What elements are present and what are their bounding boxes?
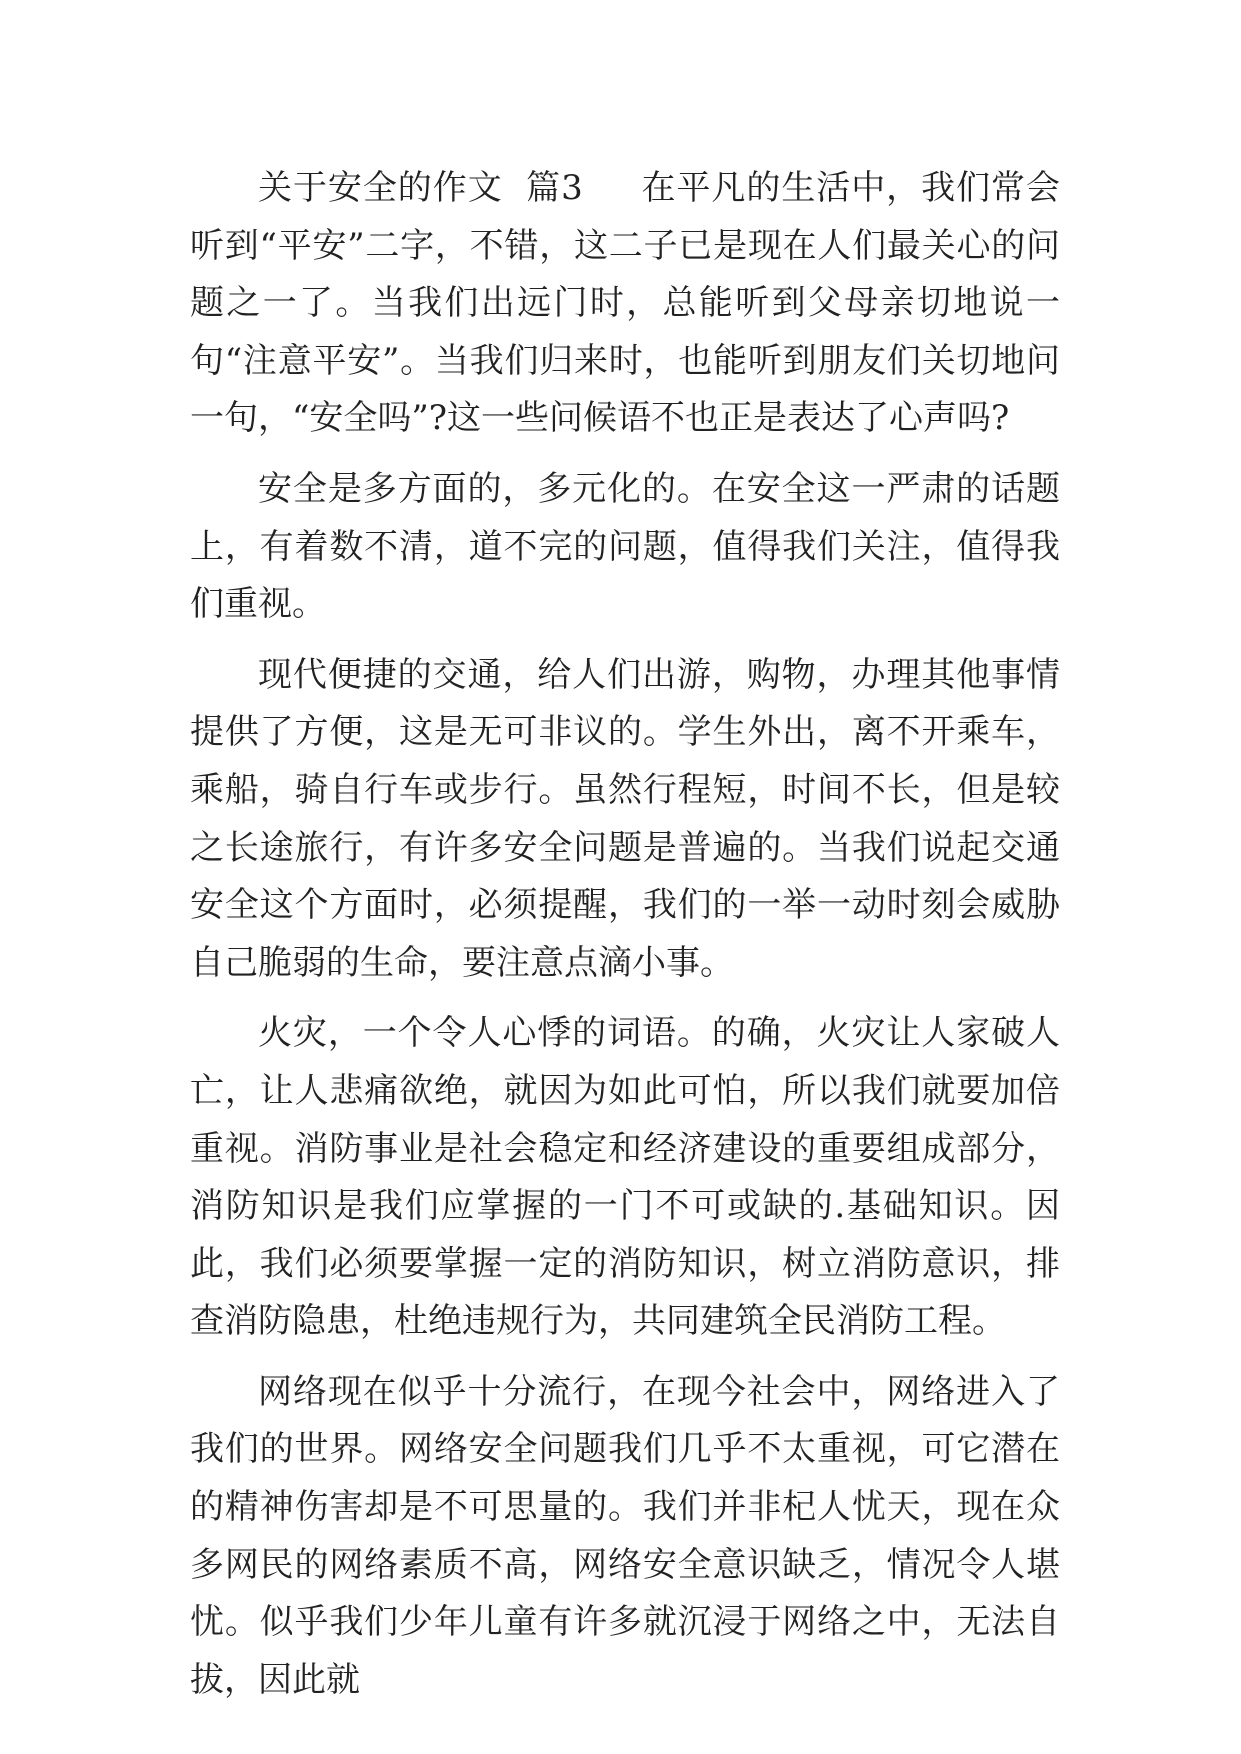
paragraph-4: 火灾，一个令人心悸的词语。的确，火灾让人家破人亡，让人悲痛欲绝，就因为如此可怕，所以我们就要加倍重视。消防事业是社会稳定和经济建设的重要组成部分，消防知识是我们应掌握的一门不可或缺的.基础知识。因此，我们必须要掌握一定的消防知识，树立消防意识，排查消防隐患，杜绝违规行为，共同建筑全民消防工程。 — [190, 1013, 1060, 1342]
essay-body — [190, 160, 1060, 1722]
paragraph-5: 网络现在似乎十分流行，在现今社会中，网络进入了我们的世界。网络安全问题我们几乎不太重视，可它潜在的精神伤害却是不可思量的。我们并非杞人忧天，现在众多网民的网络素质不高，网络安全意识缺乏，情况令人堪忧。似乎我们少年儿童有许多就沉浸于网络之中，无法自拔，因此就 — [190, 1371, 1060, 1700]
paragraph-3: 现代便捷的交通，给人们出游，购物，办理其他事情提供了方便，这是无可非议的。学生外出，离不开乘车，乘船，骑自行车或步行。虽然行程短，时间不长，但是较之长途旅行，有许多安全问题是普遍的。当我们说起交通安全这个方面时，必须提醒，我们的一举一动时刻会威胁自己脆弱的生命，要注意点滴小事。 — [190, 654, 1060, 983]
paragraph-1: 关于安全的作文 篇3 在平凡的生活中，我们常会听到“平安”二字，不错，这二子已是现在人们最关心的问题之一了。当我们出远门时，总能听到父母亲切地说一句“注意平安”。当我们归来时，也能听到朋友们关切地问一句，“安全吗”?这一些问候语不也正是表达了心声吗? — [190, 168, 1060, 439]
paragraph-2: 安全是多方面的，多元化的。在安全这一严肃的话题上，有着数不清，道不完的问题，值得我们关注，值得我们重视。 — [190, 468, 1060, 625]
